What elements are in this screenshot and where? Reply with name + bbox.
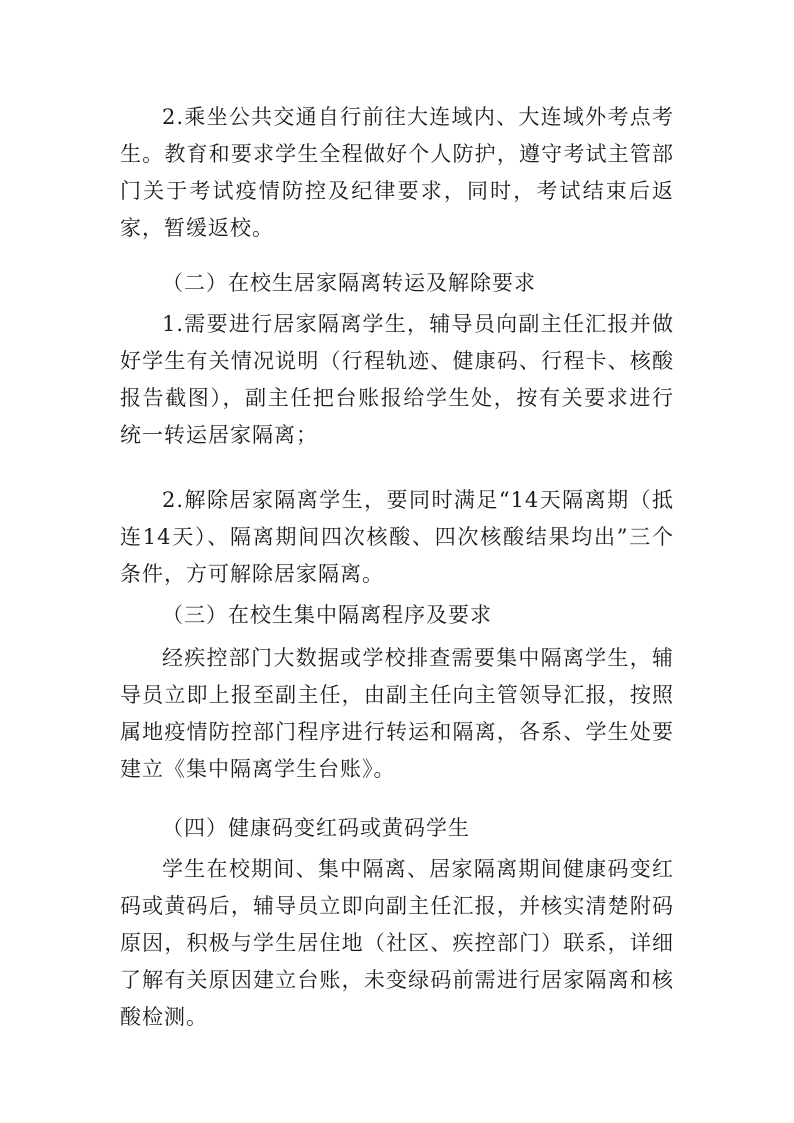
paragraph-home-quarantine-transfer: 1.需要进行居家隔离学生，辅导员向副主任汇报并做好学生有关情况说明（行程轨迹、健康码、行程卡、核酸报告截图），副主任把台账报给学生处，按有关要求进行统一转运居家隔离； — [120, 312, 674, 447]
section-heading — [120, 265, 674, 302]
body-paragraph — [120, 851, 674, 1036]
paragraph-release-quarantine: 2.解除居家隔离学生，要同时满足“14天隔离期（抵连14天）、隔离期间四次核酸、四次核酸结果均出”三个条件，方可解除居家隔离。 — [120, 488, 674, 586]
paragraph-centralized-quarantine: 经疾控部门大数据或学校排查需要集中隔离学生，辅导员立即上报至副主任，由副主任向主管领导汇报，按照属地疫情防控部门程序进行转运和隔离，各系、学生处要建立《集中隔离学生台账》。 — [120, 646, 674, 781]
heading-health-code: （四）健康码变红码或黄码学生 — [162, 816, 470, 840]
paragraph-public-transport: 2.乘坐公共交通自行前往大连域内、大连域外考点考生。教育和要求学生全程做好个人防护，遵守考试主管部门关于考试疫情防控及纪律要求，同时，考试结束后返家，暂缓返校。 — [120, 105, 674, 240]
heading-home-quarantine: （二）在校生居家隔离转运及解除要求 — [162, 271, 536, 295]
body-paragraph — [120, 640, 674, 788]
body-paragraph — [120, 99, 674, 247]
body-paragraph — [120, 306, 674, 454]
heading-centralized-quarantine: （三）在校生集中隔离程序及要求 — [162, 603, 492, 627]
section-heading — [120, 810, 674, 847]
paragraph-health-code: 学生在校期间、集中隔离、居家隔离期间健康码变红码或黄码后，辅导员立即向副主任汇报，并核实清楚附码原因，积极与学生居住地（社区、疾控部门）联系，详细了解有关原因建立台账，未变绿码前需进行居家隔离和核酸检测。 — [120, 857, 674, 1029]
section-heading — [120, 597, 674, 634]
body-paragraph — [120, 482, 674, 593]
